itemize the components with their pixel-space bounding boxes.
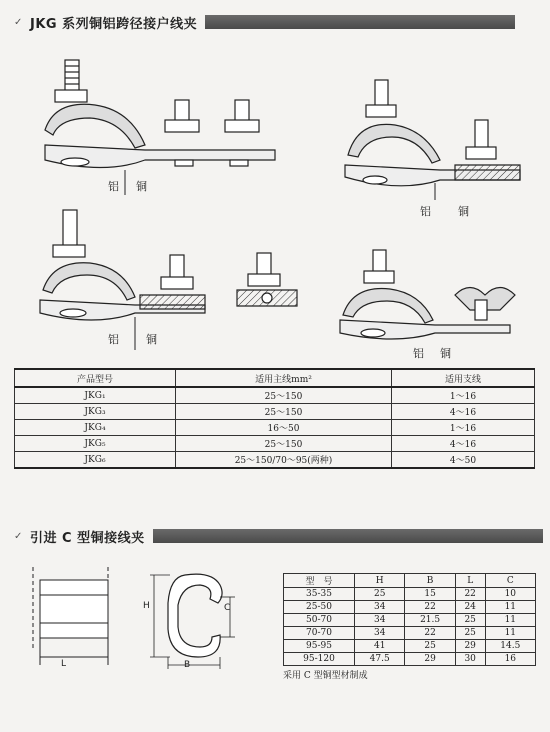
clamp-figure-1	[35, 50, 295, 200]
dimension-label-c: C	[224, 603, 231, 613]
table-row	[284, 588, 536, 601]
table-cell: 25～150/70～95(两种)	[176, 452, 392, 469]
table-header-row	[15, 369, 535, 387]
table-cell: 30	[455, 653, 485, 666]
table-row	[15, 436, 535, 452]
c-clamp-spec-table	[283, 573, 536, 666]
clamp-figure-2	[340, 75, 530, 200]
header-cell: 产品型号	[15, 369, 176, 387]
table-cell: 22	[405, 601, 455, 614]
table-cell: JKG₁	[15, 387, 176, 404]
table-cell: JKG₅	[15, 436, 176, 452]
table-cell: 50-70	[284, 614, 355, 627]
table-cell: 15	[405, 588, 455, 601]
header-cell: B	[405, 574, 455, 588]
table-cell: 11	[485, 614, 535, 627]
table-cell: 41	[355, 640, 405, 653]
table-cell: 34	[355, 601, 405, 614]
table-cell: 1～16	[392, 420, 535, 436]
table-cell: 70-70	[284, 627, 355, 640]
label-copper: 铜	[440, 347, 451, 360]
header-cell: 型 号	[284, 574, 355, 588]
label-copper: 铜	[146, 333, 157, 346]
section-title: JKG 系列铜铝跨径接户线夹	[30, 16, 198, 32]
section-header-c-type	[14, 527, 543, 545]
dimension-label-l: L	[61, 659, 67, 669]
table-row	[15, 452, 535, 469]
table-row	[284, 627, 536, 640]
header-cell: 适用支线	[392, 369, 535, 387]
table-row	[15, 387, 535, 404]
clamp-figure-3	[35, 205, 215, 355]
label-copper: 铜	[458, 205, 469, 218]
label-aluminum: 铝	[413, 347, 424, 360]
table-row	[15, 420, 535, 436]
table-cell: 4～16	[392, 404, 535, 420]
section-header-jkg	[14, 13, 515, 31]
table-cell: 21.5	[405, 614, 455, 627]
table-row	[284, 653, 536, 666]
header-cell: C	[485, 574, 535, 588]
dimension-label-h: H	[143, 601, 150, 611]
label-copper: 铜	[136, 180, 147, 193]
clamp-figure-5	[335, 245, 530, 345]
header-bar	[205, 15, 515, 29]
c-clamp-profile-view	[140, 565, 240, 675]
table-cell: 25-50	[284, 601, 355, 614]
header-cell: H	[355, 574, 405, 588]
section-title: 引进 C 型铜接线夹	[30, 530, 145, 546]
table-header-row	[284, 574, 536, 588]
table-cell: 25	[355, 588, 405, 601]
label-aluminum: 铝	[420, 205, 431, 218]
table-cell: 25～150	[176, 404, 392, 420]
check-icon: ✓	[14, 530, 23, 542]
table-cell: 29	[455, 640, 485, 653]
table-cell: JKG₆	[15, 452, 176, 469]
dimension-label-b: B	[184, 660, 191, 670]
table-cell: 4～50	[392, 452, 535, 469]
table-cell: 14.5	[485, 640, 535, 653]
material-note: 采用 C 型铜型材制成	[283, 671, 368, 681]
table-cell: 34	[355, 627, 405, 640]
table-cell: 34	[355, 614, 405, 627]
table-cell: 10	[485, 588, 535, 601]
header-cell: L	[455, 574, 485, 588]
table-cell: 1～16	[392, 387, 535, 404]
header-cell: 适用主线mm²	[176, 369, 392, 387]
jkg-spec-table	[14, 368, 535, 469]
table-cell: JKG₄	[15, 420, 176, 436]
table-cell: 4～16	[392, 436, 535, 452]
check-icon: ✓	[14, 16, 23, 28]
table-cell: JKG₃	[15, 404, 176, 420]
table-cell: 25	[405, 640, 455, 653]
table-cell: 16	[485, 653, 535, 666]
table-cell: 29	[405, 653, 455, 666]
table-cell: 35-35	[284, 588, 355, 601]
clamp-figure-4	[232, 248, 302, 318]
table-cell: 25～150	[176, 436, 392, 452]
header-bar	[153, 529, 543, 543]
label-aluminum: 铝	[108, 180, 119, 193]
table-cell: 16～50	[176, 420, 392, 436]
c-clamp-side-view	[28, 565, 118, 675]
table-cell: 95-95	[284, 640, 355, 653]
table-cell: 24	[455, 601, 485, 614]
table-cell: 22	[405, 627, 455, 640]
table-cell: 25	[455, 614, 485, 627]
table-cell: 95-120	[284, 653, 355, 666]
table-cell: 25～150	[176, 387, 392, 404]
table-row	[284, 601, 536, 614]
table-cell: 25	[455, 627, 485, 640]
label-aluminum: 铝	[108, 333, 119, 346]
table-cell: 11	[485, 601, 535, 614]
table-cell: 11	[485, 627, 535, 640]
table-cell: 22	[455, 588, 485, 601]
table-row	[284, 640, 536, 653]
table-row	[284, 614, 536, 627]
table-cell: 47.5	[355, 653, 405, 666]
table-row	[15, 404, 535, 420]
